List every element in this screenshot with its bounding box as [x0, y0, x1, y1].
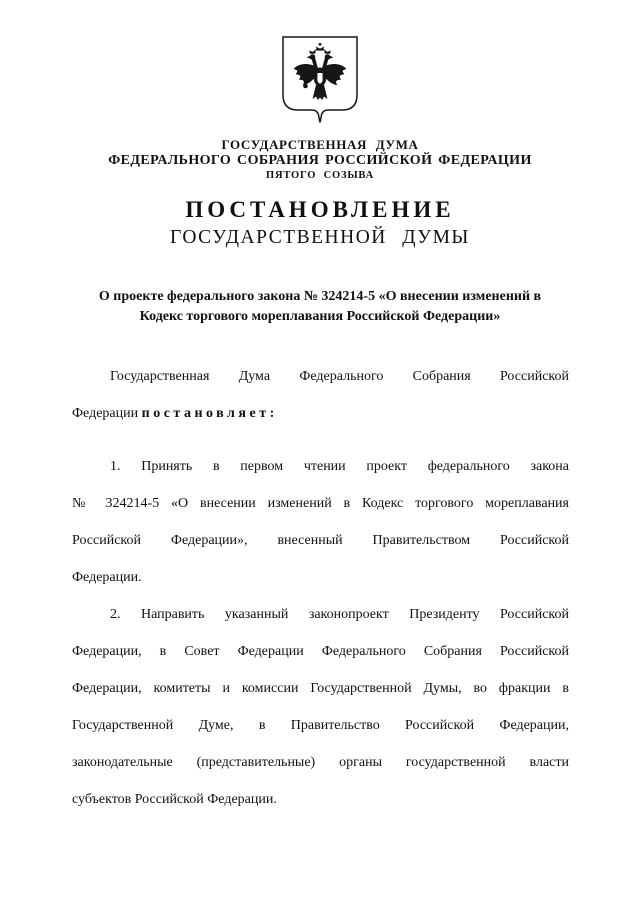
intro-paragraph: [72, 358, 569, 432]
item-2-paragraph: [72, 596, 569, 818]
text-line: Федерации, комитеты и комиссии Государственной Думы, во фракции в: [72, 681, 569, 696]
text-line: Государственной Думе, в Правительство Российской Федерации,: [72, 718, 569, 733]
text-line: № 324214-5 «О внесении изменений в Кодекс торгового мореплавания: [72, 496, 569, 511]
text-line: 1. Принять в первом чтении проект федерального закона: [110, 459, 569, 474]
text-line: субъектов Российской Федерации.: [72, 792, 277, 807]
text-line: Федерации, в Совет Федерации Федерального Собрания Российской: [72, 644, 569, 659]
intro-text: Федерации: [72, 406, 139, 421]
document-body: [72, 358, 569, 818]
resolves-verb: постановляет:: [141, 406, 278, 421]
document-type-title: ПОСТАНОВЛЕНИЕ: [185, 197, 455, 222]
subject-line: О проекте федерального закона № 324214-5 «О внесении изменений в: [98, 289, 542, 304]
text-line: законодательные (представительные) органы государственной власти: [72, 755, 569, 770]
org-name-line: ГОСУДАРСТВЕННАЯ ДУМА: [221, 137, 419, 152]
text-line: Российской Федерации», внесенный Правительством Российской: [72, 533, 569, 548]
document-issuer-title: ГОСУДАРСТВЕННОЙ ДУМЫ: [170, 227, 470, 248]
double-headed-eagle-icon: [282, 36, 358, 126]
document-title: [0, 197, 640, 250]
text-line: [72, 395, 569, 432]
text-line: 2. Направить указанный законопроект Президенту Российской: [110, 607, 569, 622]
item-1-paragraph: [72, 448, 569, 596]
org-name-line: ФЕДЕРАЛЬНОГО СОБРАНИЯ РОССИЙСКОЙ ФЕДЕРАЦИИ: [108, 153, 532, 168]
coat-of-arms: [282, 36, 358, 126]
subject-heading: [70, 287, 570, 327]
org-header: [0, 137, 640, 183]
text-line: Государственная Дума Федерального Собрания Российской: [110, 369, 569, 384]
subject-line: Кодекс торгового мореплавания Российской Федерации»: [139, 309, 501, 324]
convocation-line: ПЯТОГО СОЗЫВА: [266, 170, 374, 181]
text-line: Федерации.: [72, 570, 142, 585]
